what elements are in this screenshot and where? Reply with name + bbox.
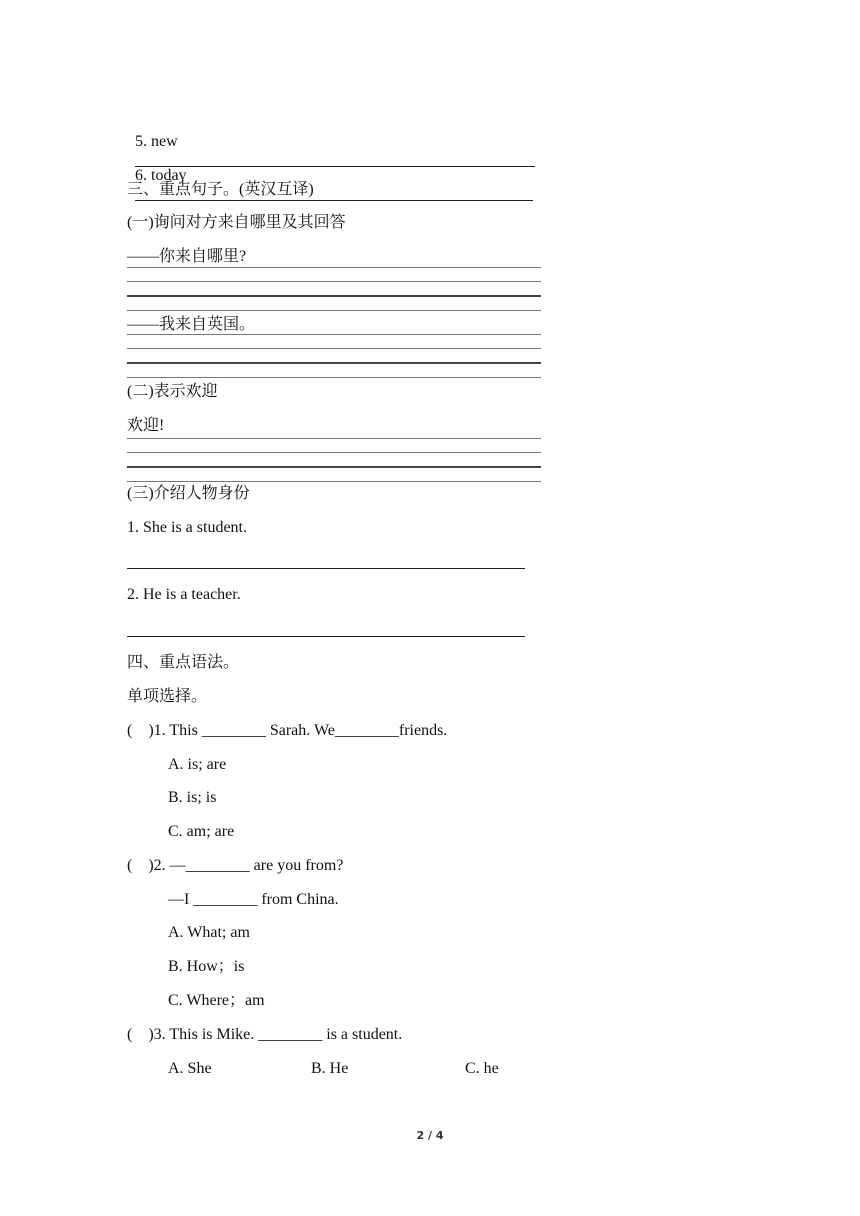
writing-line[interactable] [127,281,541,282]
writing-line[interactable] [127,295,541,297]
writing-line[interactable] [127,267,541,268]
writing-line[interactable] [127,334,541,335]
question-3-stem: ( )3. This is Mike. ________ is a student. [127,1026,403,1043]
vocab-item-5-text: 5. new [135,133,178,150]
writing-line[interactable] [127,362,541,364]
writing-line[interactable] [127,481,541,482]
section3-sub2-title: (二)表示欢迎 [127,383,218,400]
question-1-option-a[interactable]: A. is; are [168,756,227,773]
question-1-option-c[interactable]: C. am; are [168,823,235,840]
section3-sub1-title: (一)询问对方来自哪里及其回答 [127,214,346,231]
question-3-option-b[interactable]: B. He [311,1060,349,1077]
page-number: 2 / 4 [416,1129,444,1142]
question-1-stem: ( )1. This ________ Sarah. We________friends. [127,722,448,739]
question-2-option-a[interactable]: A. What; am [168,924,250,941]
writing-line[interactable] [127,438,541,439]
question-3-option-c[interactable]: C. he [465,1060,499,1077]
question-3-option-a[interactable]: A. She [168,1060,212,1077]
section3-heading: 三、重点句子。(英汉互译) [127,181,314,198]
section4-heading: 四、重点语法。 [127,654,240,671]
sub3-sentence-2: 2. He is a teacher. [127,586,241,603]
writing-line[interactable] [127,348,541,349]
answer-line[interactable] [127,636,525,637]
question-2-option-c[interactable]: C. Where；am [168,992,265,1009]
vocab-item-6-text: 6. today [135,167,187,184]
question-1-option-b[interactable]: B. is; is [168,789,217,806]
question-2-option-b[interactable]: B. How；is [168,958,245,975]
sub1-prompt-2: ——我来自英国。 [127,316,256,333]
answer-line[interactable] [127,568,525,569]
writing-line[interactable] [127,466,541,468]
question-2-line2: —I ________ from China. [168,891,339,908]
writing-line[interactable] [127,377,541,378]
sub2-prompt-1: 欢迎! [127,417,165,434]
writing-line[interactable] [127,452,541,453]
section3-sub3-title: (三)介绍人物身份 [127,485,250,502]
sub3-sentence-1: 1. She is a student. [127,519,247,536]
writing-line[interactable] [127,310,541,311]
section4-instruction: 单项选择。 [127,688,208,705]
sub1-prompt-1: ——你来自哪里? [127,248,247,265]
question-2-stem: ( )2. —________ are you from? [127,857,344,874]
